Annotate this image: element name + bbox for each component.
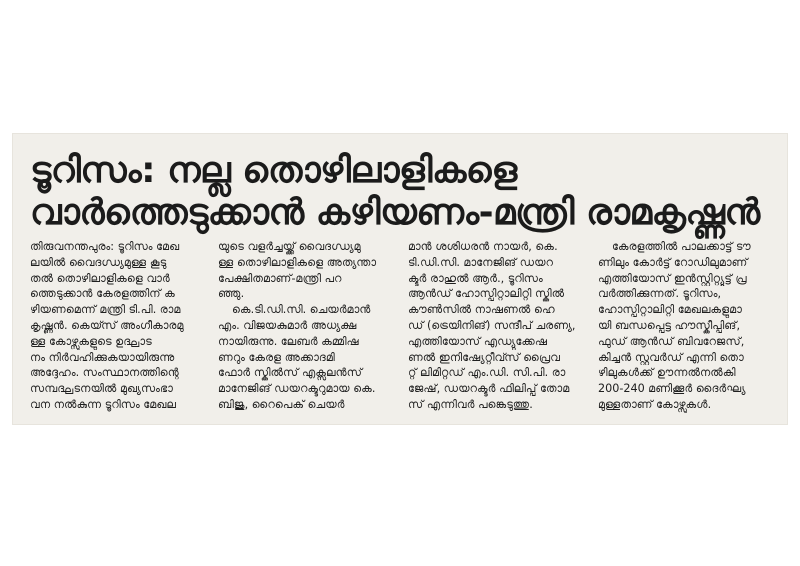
text-line: മുള്ളതാണ് കോഴ്സുകൾ. <box>598 397 712 411</box>
text-line: കെ.ടി.ഡി.സി. ചെയർമാൻ <box>232 303 371 317</box>
text-line: ക്ടർ രാഹുൽ ആർ., ടൂറിസം <box>408 271 543 285</box>
text-line: ബിജു, റൈപെക് ചെയർ <box>218 397 345 411</box>
text-line: ലയിൽ വൈദഗ്ധ്യമുള്ള കൂടു <box>30 255 167 269</box>
text-line: ഡ് (ട്രെയിനിങ്) സന്ദീപ് ചരണ്യ, <box>408 318 576 332</box>
text-line: ആൻഡ് ഹോസ്പിറ്റാലിറ്റി സ്കിൽ <box>408 287 565 301</box>
text-line: വർത്തിക്കുന്നത്. ടൂറിസം, <box>598 287 722 301</box>
text-line: റ്റ് ലിമിറ്റഡ് എം.ഡി. സി.പി. രാ <box>408 366 566 380</box>
headline-line-2: വാർത്തെടുക്കാൻ കഴിയണം-മന്ത്രി രാമകൃഷ്ണൻ <box>30 192 760 233</box>
text-line: ഴിലുകൾക്ക് ഊന്നൽനൽകി <box>598 366 736 380</box>
text-line: യി ബന്ധപ്പെട്ട ഹൗസ്കീപ്പിങ്, <box>598 318 741 332</box>
text-line: പേക്ഷിതമാണ്-മന്ത്രി പറ <box>218 271 342 285</box>
text-line: കിച്ചൻ സ്റ്റുവർഡ് എന്നി തൊ <box>598 350 744 364</box>
text-line: അദ്ദേഹം. സംസ്ഥാനത്തിന്റെ <box>30 366 179 380</box>
text-line: ടി.ഡി.സി. മാനേജിങ് ഡയറ <box>408 255 554 269</box>
text-line: മാനേജിങ് ഡയറക്ടറുമായ കെ. <box>218 382 376 396</box>
text-line: ണറും കേരള അക്കാദമി <box>218 350 335 364</box>
text-line: കൗൺസിൽ നാഷണൽ ഹെ <box>408 303 555 317</box>
text-line: സ് എന്നിവർ പങ്കെടുത്തു. <box>408 397 533 411</box>
text-line: എത്തിയോസ് ഇൻസ്റ്റിറ്റ്യൂട്ട് പ്ര <box>598 271 747 285</box>
text-line: ത്തെടുക്കാൻ കേരളത്തിന് ക <box>30 287 175 301</box>
text-line: നം നിർവഹിക്കുകയായിരുന്നു <box>30 350 175 364</box>
article-column-2 <box>218 239 396 413</box>
headline-line-1: ടൂറിസം: നല്ല തൊഴിലാളികളെ <box>30 150 517 191</box>
text-line: ഫോർ സ്കിൽസ് എക്സലൻസ് <box>218 366 363 380</box>
text-line: കൃഷ്ണൻ. കെയ്സ് അംഗീകാരമു <box>30 318 184 332</box>
text-line: യുടെ വളർച്ചയ്ക്ക് വൈദഗ്ധ്യമു <box>218 240 361 253</box>
text-line: ഫുഡ് ആൻഡ് ബിവറേജസ്, <box>598 334 745 348</box>
text-line: സമ്പദ്ഘടനയിൽ മുഖ്യസംഭാ <box>30 382 173 396</box>
text-line: നായിരുന്നു. ലേബർ കമ്മിഷ <box>218 334 359 348</box>
text-line: മാൻ ശശിധരൻ നായർ, കെ. <box>408 240 558 253</box>
text-line: ഞ്ഞു. <box>218 287 245 301</box>
text-line: എത്തിയോസ് എഡ്യുക്കേഷ <box>408 334 548 348</box>
text-line: വന നൽകുന്ന ടൂറിസം മേഖല <box>30 397 177 411</box>
text-line: ജേഷ്, ഡയറക്ടർ ഫിലിപ്പ് തോമ <box>408 382 570 396</box>
newspaper-clipping <box>12 133 788 425</box>
text-line: തൽ തൊഴിലാളികളെ വാർ <box>30 271 170 285</box>
article-column-1 <box>30 239 208 413</box>
article-column-3 <box>408 239 586 413</box>
text-line: ഴിയണമെന്ന് മന്ത്രി ടി.പി. രാമ <box>30 303 181 317</box>
text-line: ണൽ ഇനിഷ്യേറ്റീവ്സ് പ്രൈവ <box>408 350 561 364</box>
text-line: ണിലും കോർട്ട് റോഡിലുമാണ് <box>598 255 748 269</box>
text-line: ള്ള തൊഴിലാളികളെ അത്യന്താ <box>218 255 377 269</box>
text-line: 200-240 മണിക്കൂർ ദൈർഘ്യ <box>598 382 746 396</box>
text-line: എം. വിജയകുമാർ അധ്യക്ഷ <box>218 318 357 332</box>
text-line: ഹോസ്പിറ്റാലിറ്റി മേഖലകളുമാ <box>598 303 742 317</box>
text-line: തിരുവനന്തപുരം: ടൂറിസം മേഖ <box>30 240 180 253</box>
text-line: ള്ള കോഴ്സുകളുടെ ഉദ്ഘാട <box>30 334 152 348</box>
text-line: കേരളത്തിൽ പാലക്കാട്ട് ടൗ <box>612 240 751 253</box>
article-column-4 <box>598 239 776 413</box>
